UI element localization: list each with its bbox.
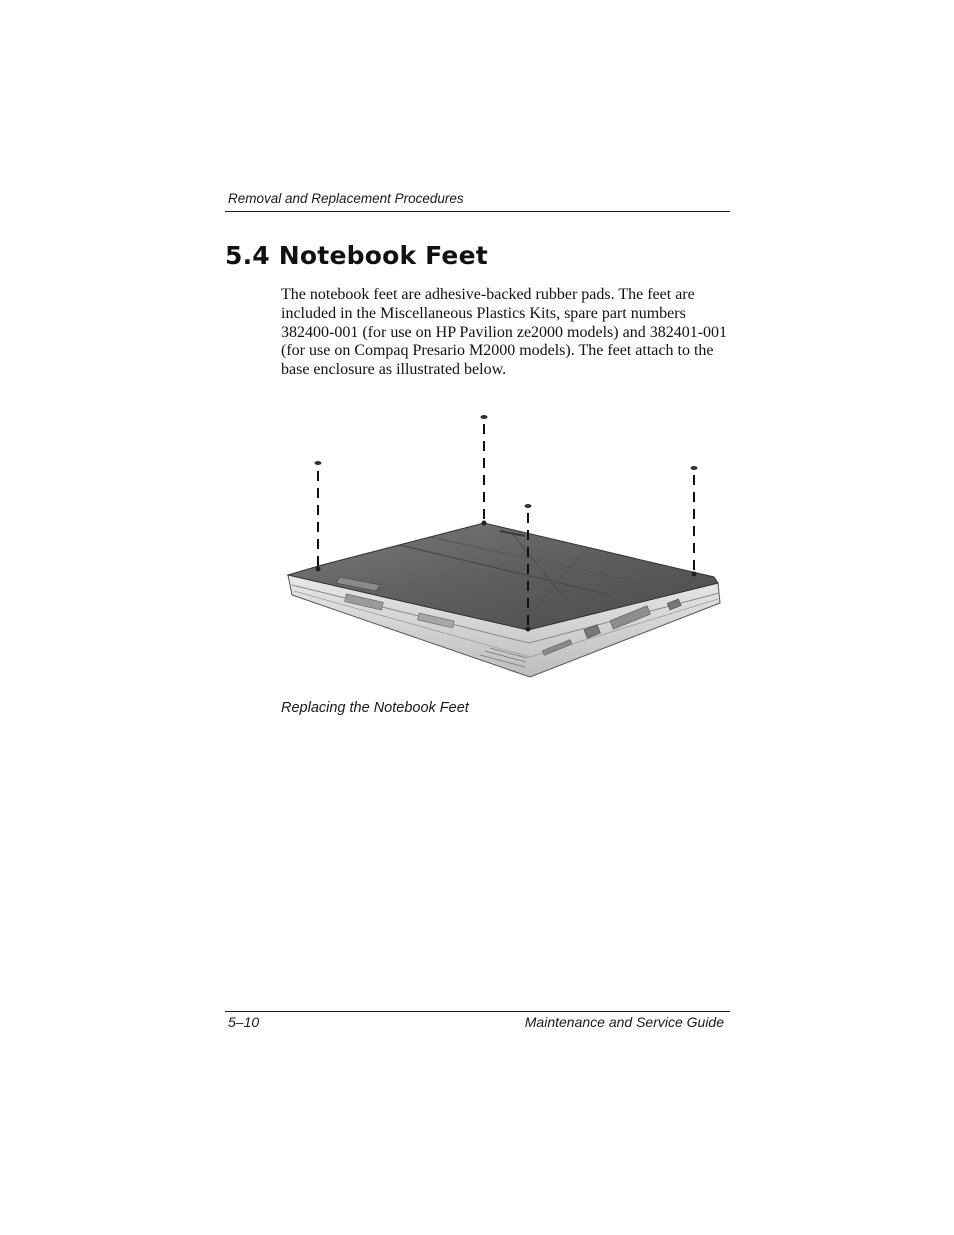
body-paragraph: The notebook feet are adhesive-backed rubber pads. The feet are included in the Miscellaneous Plastics Kits, spare part numbers 382400-001 (for use on HP Pavilion ze2000 models) and 382401-001 (for use on Compaq Presario M2000 models). The feet attach to the base enclosure as illustrated below. (281, 286, 728, 379)
page-number: 5–10 (228, 1014, 260, 1030)
footer-guide-title: Maintenance and Service Guide (524, 1014, 724, 1030)
section-title: 5.4 Notebook Feet (225, 241, 488, 270)
rubber-foot-icon (481, 415, 488, 419)
rubber-foot-icon (315, 461, 322, 465)
rubber-foot-icon (525, 504, 532, 508)
figure-caption: Replacing the Notebook Feet (281, 700, 469, 716)
foot-guide-right (691, 466, 698, 577)
rubber-foot-icon (691, 466, 698, 470)
foot-guide-left (315, 461, 322, 572)
footer-rule (225, 1011, 730, 1012)
foot-guide-back (481, 415, 488, 526)
notebook-feet-illustration (280, 405, 730, 685)
header-rule (225, 211, 730, 212)
running-header: Removal and Replacement Procedures (228, 191, 464, 206)
